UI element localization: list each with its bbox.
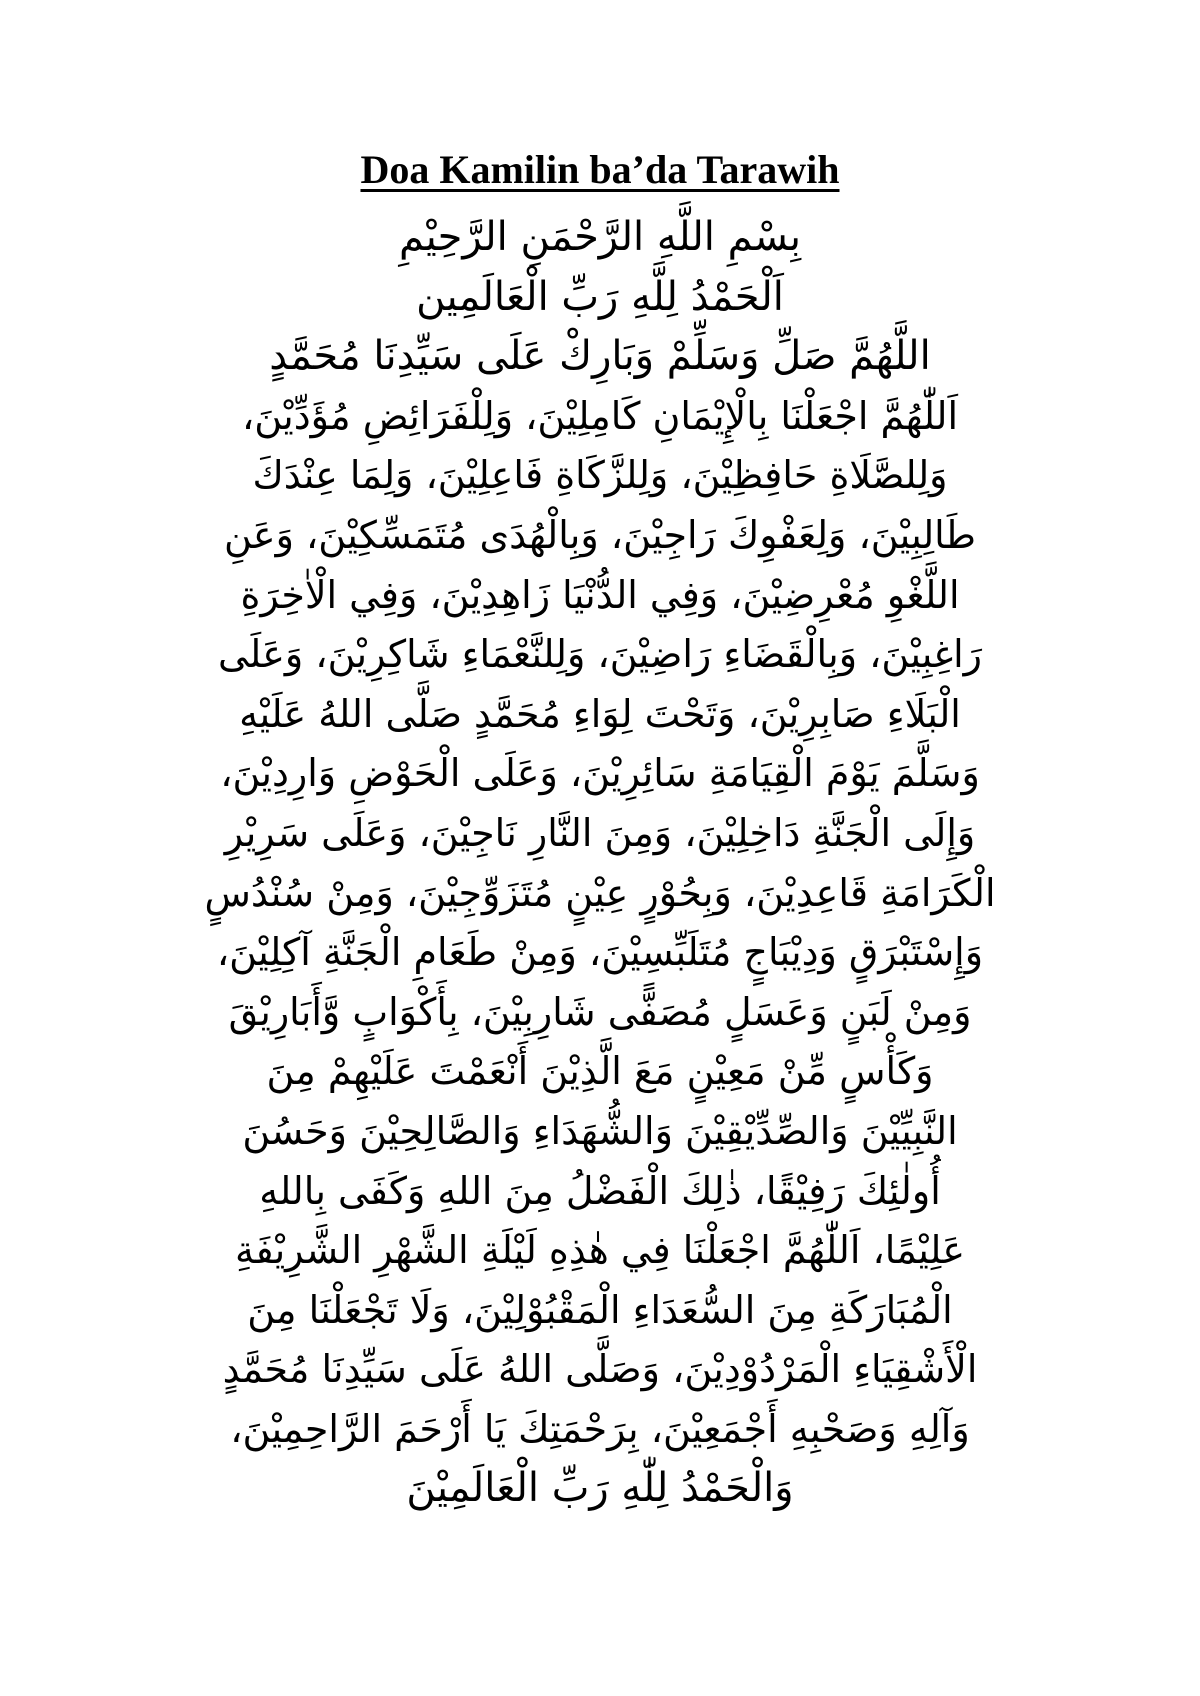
text-line: وَإِلَى الْجَنَّةِ دَاخِلِيْنَ، وَمِنَ النَّارِ نَاجِيْنَ، وَعَلَى سَرِيْرِ bbox=[224, 810, 976, 855]
text-line: النَّبِيِّيْنَ وَالصِّدِّيْقِيْنَ وَالشُّهَدَاءِ وَالصَّالِحِيْنَ وَحَسُنَ bbox=[242, 1108, 958, 1153]
text-line: وَإِسْتَبْرَقٍ وَدِيْبَاجٍ مُتَلَبِّسِيْنَ، وَمِنْ طَعَامِ الْجَنَّةِ آكِلِيْنَ، bbox=[216, 930, 984, 975]
document-title bbox=[0, 146, 1200, 194]
text-line: الْمُبَارَكَةِ مِنَ السُّعَدَاءِ الْمَقْبُوْلِيْنَ، وَلَا تَجْعَلْنَا مِنَ bbox=[247, 1287, 953, 1332]
text-line: أُولٰئِكَ رَفِيْقًا، ذٰلِكَ الْفَضْلُ مِنَ اللهِ وَكَفَى بِاللهِ bbox=[259, 1168, 941, 1213]
text-line: الْكَرَامَةِ قَاعِدِيْنَ، وَبِحُوْرٍ عِيْنٍ مُتَزَوِّجِيْنَ، وَمِنْ سُنْدُسٍ bbox=[204, 870, 996, 915]
text-line: وَكَأْسٍ مِّنْ مَعِيْنٍ مَعَ الَّذِيْنَ أَنْعَمْتَ عَلَيْهِمْ مِنَ bbox=[266, 1049, 934, 1094]
text-line-salawat: اللَّهُمَّ صَلِّ وَسَلِّمْ وَبَارِكْ عَلَى سَيِّدِنَا مُحَمَّدٍ bbox=[269, 333, 931, 380]
text-line: وَلِلصَّلَاةِ حَافِظِيْنَ، وَلِلزَّكَاةِ فَاعِلِيْنَ، وَلِمَا عِنْدَكَ bbox=[252, 453, 948, 498]
text-line: عَلِيْمًا، اَللّٰهُمَّ اجْعَلْنَا فِي هٰذِهِ لَيْلَةِ الشَّهْرِ الشَّرِيْفَةِ bbox=[234, 1228, 966, 1273]
text-line: الْبَلَاءِ صَابِرِيْنَ، وَتَحْتَ لِوَاءِ مُحَمَّدٍ صَلَّى اللهُ عَلَيْهِ bbox=[239, 691, 961, 736]
text-line: رَاغِبِيْنَ، وَبِالْقَضَاءِ رَاضِيْنَ، وَلِلنَّعْمَاءِ شَاكِرِيْنَ، وَعَلَى bbox=[217, 632, 983, 677]
text-line: طَالِبِيْنَ، وَلِعَفْوِكَ رَاجِيْنَ، وَبِالْهُدَى مُتَمَسِّكِيْنَ، وَعَنِ bbox=[224, 512, 976, 557]
text-line: اللَّغْوِ مُعْرِضِيْنَ، وَفِي الدُّنْيَا زَاهِدِيْنَ، وَفِي الْاٰخِرَةِ bbox=[240, 572, 960, 617]
text-line: وَآلِهِ وَصَحْبِهِ أَجْمَعِيْنَ، بِرَحْمَتِكَ يَا أَرْحَمَ الرَّاحِمِيْنَ، bbox=[230, 1406, 970, 1451]
document-title-text: Doa Kamilin ba’da Tarawih bbox=[360, 147, 840, 192]
text-line-hamdalah: اَلْحَمْدُ لِلَّهِ رَبِّ الْعَالَمِين bbox=[416, 273, 784, 320]
text-line: وَمِنْ لَبَنٍ وَعَسَلٍ مُصَفًّى شَارِبِيْنَ، بِأَكْوَابٍ وَّأَبَارِيْقَ bbox=[228, 989, 972, 1034]
text-line-closing-hamdalah: وَالْحَمْدُ لِلّٰهِ رَبِّ الْعَالَمِيْنَ bbox=[406, 1465, 794, 1512]
arabic-prayer-text bbox=[130, 208, 1070, 1519]
text-line: الْأَشْقِيَاءِ الْمَرْدُوْدِيْنَ، وَصَلَّى اللهُ عَلَى سَيِّدِنَا مُحَمَّدٍ bbox=[222, 1347, 978, 1392]
text-line-basmala: بِسْمِ اللَّهِ الرَّحْمَنِ الرَّحِيْمِ bbox=[398, 214, 802, 260]
text-line: وَسَلَّمَ يَوْمَ الْقِيَامَةِ سَائِرِيْنَ، وَعَلَى الْحَوْضِ وَارِدِيْنَ، bbox=[220, 751, 980, 796]
text-line: اَللّٰهُمَّ اجْعَلْنَا بِالْإِيْمَانِ كَامِلِيْنَ، وَلِلْفَرَائِضِ مُؤَدِّيْنَ، bbox=[241, 393, 959, 438]
